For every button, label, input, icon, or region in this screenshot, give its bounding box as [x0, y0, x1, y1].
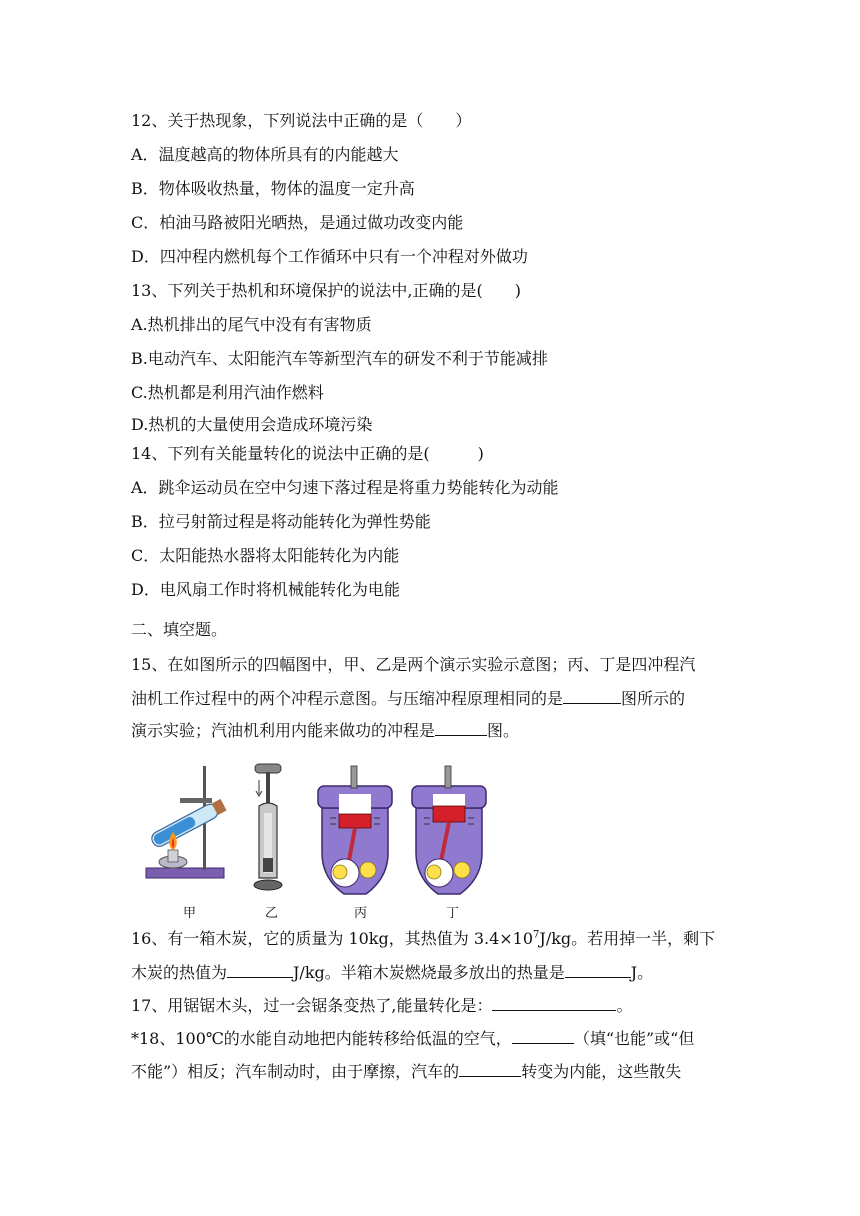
q12-option-a: A．温度越高的物体所具有的内能越大 — [131, 145, 399, 164]
q18-line-1 — [131, 1027, 694, 1050]
q15-line-2 — [131, 687, 685, 710]
caption-bing: 丙 — [354, 906, 368, 921]
q16-text: J/kg。若用掉一半，剩下 — [539, 929, 716, 948]
air-compression-piston-illustration — [254, 764, 282, 890]
q15-text: 油机工作过程中的两个冲程示意图。与压缩冲程原理相同的是 — [131, 689, 564, 708]
q13-option-d: D.热机的大量使用会造成环境污染 — [131, 415, 373, 434]
q15-line-1: 15、在如图所示的四幅图中，甲、乙是两个演示实验示意图；丙、丁是四冲程汽 — [131, 655, 696, 674]
q17-text: 。 — [616, 996, 633, 1015]
q17-line-1 — [131, 994, 632, 1017]
q18-line-2 — [131, 1060, 681, 1083]
q13-option-b: B.电动汽车、太阳能汽车等新型汽车的研发不利于节能减排 — [131, 349, 548, 368]
q18-text: 不能”）相反；汽车制动时，由于摩擦，汽车的 — [131, 1062, 460, 1081]
q14-option-d: D．电风扇工作时将机械能转化为电能 — [131, 580, 400, 599]
q16-text: J。 — [630, 963, 654, 982]
q17-text: 17、用锯锯木头，过一会锯条变热了,能量转化是： — [131, 996, 493, 1015]
q16-text: J/kg。半箱木炭燃烧最多放出的热量是 — [293, 963, 565, 982]
q14-option-c: C．太阳能热水器将太阳能转化为内能 — [131, 546, 400, 565]
q17-blank[interactable] — [492, 994, 616, 1011]
caption-yi: 乙 — [265, 906, 279, 921]
q18-blank-1[interactable] — [512, 1027, 574, 1044]
q16-line-2 — [131, 961, 653, 984]
q16-blank-2[interactable] — [565, 961, 631, 978]
q16-text: 木炭的热值为 — [131, 963, 228, 982]
q15-line-3 — [131, 719, 519, 742]
section-heading-fill-in: 二、填空题。 — [131, 620, 228, 639]
q16-text: 16、有一箱木炭，它的质量为 10kg，其热值为 3.4×10 — [131, 929, 534, 948]
q15-text: 图。 — [487, 721, 520, 740]
q15-blank-2[interactable] — [435, 719, 487, 736]
q16-line-1 — [131, 928, 715, 950]
engine-stroke-bing-illustration — [318, 766, 392, 894]
q12-stem: 12、关于热现象，下列说法中正确的是（ ） — [131, 111, 472, 130]
q12-option-c: C．柏油马路被阳光晒热，是通过做功改变内能 — [131, 213, 464, 232]
q14-option-b: B．拉弓射箭过程是将动能转化为弹性势能 — [131, 512, 431, 531]
q18-text: *18、100℃的水能自动地把内能转移给低温的空气， — [131, 1029, 512, 1048]
q15-text: 图所示的 — [621, 689, 686, 708]
caption-ding: 丁 — [446, 906, 460, 921]
q16-exponent: 7 — [533, 929, 540, 941]
q12-option-d: D．四冲程内燃机每个工作循环中只有一个冲程对外做功 — [131, 247, 528, 266]
q18-text: 转变为内能，这些散失 — [521, 1062, 682, 1081]
engine-stroke-ding-illustration — [412, 766, 486, 894]
q18-blank-2[interactable] — [459, 1060, 521, 1077]
q12-option-b: B．物体吸收热量，物体的温度一定升高 — [131, 179, 415, 198]
q14-stem: 14、下列有关能量转化的说法中正确的是( ) — [131, 444, 484, 463]
q15-blank-1[interactable] — [563, 687, 621, 704]
caption-jia: 甲 — [183, 906, 197, 921]
test-tube-apparatus-illustration — [146, 766, 227, 878]
q13-option-a: A.热机排出的尾气中没有有害物质 — [131, 315, 372, 334]
q18-text: （填“也能”或“但 — [573, 1029, 695, 1048]
q13-option-c: C.热机都是利用汽油作燃料 — [131, 383, 324, 402]
q15-text: 演示实验；汽油机利用内能来做功的冲程是 — [131, 721, 436, 740]
q16-blank-1[interactable] — [227, 961, 293, 978]
q14-option-a: A．跳伞运动员在空中匀速下落过程是将重力势能转化为动能 — [131, 478, 559, 497]
q13-stem: 13、下列关于热机和环境保护的说法中,正确的是( ) — [131, 281, 521, 300]
